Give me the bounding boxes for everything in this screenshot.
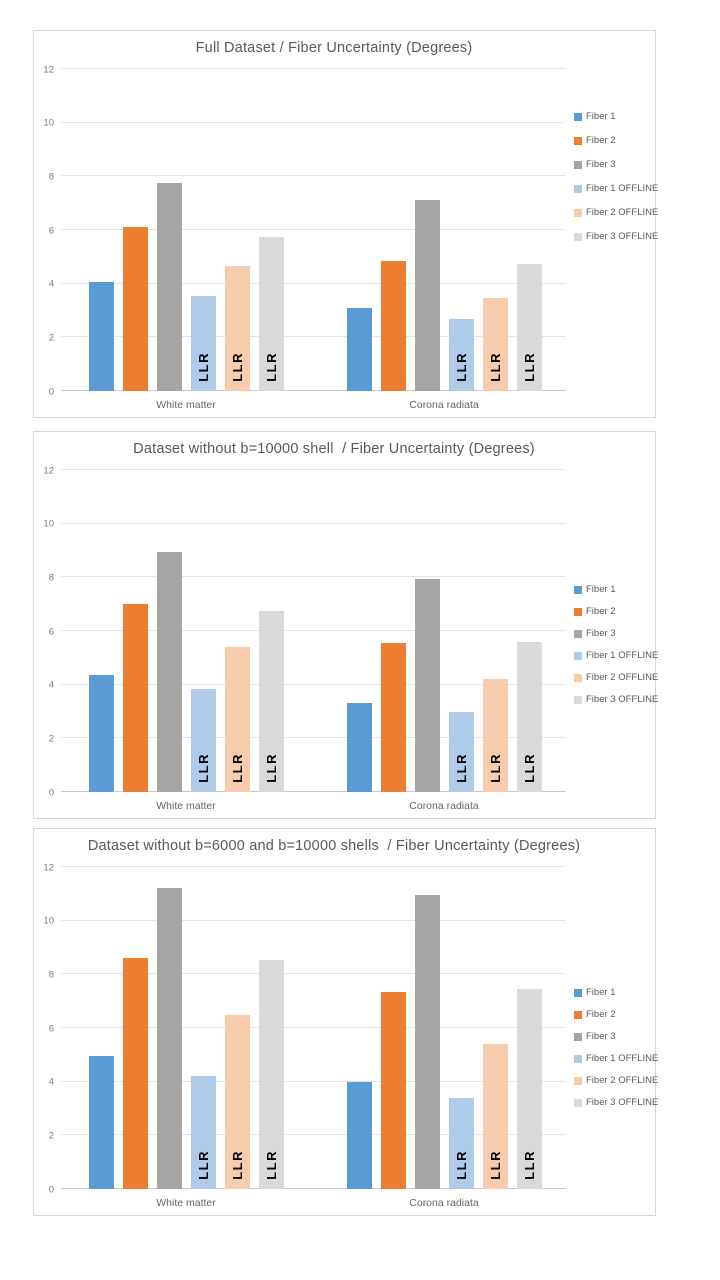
bar-annotation-text: LLR: [263, 753, 279, 783]
y-tick-label: 6: [48, 1023, 54, 1034]
bar-fiber-1-offline: [191, 1076, 216, 1189]
bar-fiber-3: [157, 888, 182, 1189]
bar-annotation: [449, 753, 474, 783]
y-tick-label: 2: [48, 1130, 54, 1142]
legend-item: [574, 207, 658, 218]
chart-card-without-b6000-b10000: [33, 828, 659, 1216]
legend-item: [574, 584, 658, 595]
x-category-label: White matter: [156, 800, 216, 812]
bar-fiber-2-offline: [225, 1015, 250, 1189]
bar-fiber-3-offline: [259, 237, 284, 391]
bar-annotation-text: LLR: [487, 1150, 503, 1180]
bar-fiber-1: [89, 282, 114, 391]
chart-plot-area: [34, 432, 659, 818]
legend-swatch-icon: [574, 652, 582, 660]
legend-swatch-icon: [574, 608, 582, 616]
y-tick-label: 2: [48, 332, 54, 344]
legend-item: [574, 231, 658, 242]
chart-card-without-b10000: [33, 431, 659, 819]
legend-label: Fiber 1: [586, 111, 616, 122]
legend-item: [574, 987, 658, 998]
bar-annotation-text: LLR: [263, 1150, 279, 1180]
bar-fiber-1-offline: [449, 319, 474, 391]
legend-swatch-icon: [574, 1033, 582, 1041]
legend-swatch-icon: [574, 630, 582, 638]
bar-fiber-3-offline: [259, 960, 284, 1189]
y-tick-label: 6: [48, 626, 54, 637]
x-category-label: Corona radiata: [409, 800, 479, 812]
bar-annotation-text: LLR: [263, 352, 279, 382]
legend-label: Fiber 3 OFFLINE: [586, 694, 659, 705]
bar-annotation-text: LLR: [521, 753, 537, 783]
legend-item: [574, 111, 658, 122]
bar-annotation-text: LLR: [453, 1150, 469, 1180]
legend-swatch-icon: [574, 1099, 582, 1107]
legend-swatch-icon: [574, 233, 582, 241]
legend-item: [574, 183, 658, 194]
bar-fiber-2: [381, 643, 406, 792]
legend-item: [574, 606, 658, 617]
bar-annotation: [225, 753, 250, 783]
bar-fiber-2: [381, 261, 406, 391]
bar-fiber-1: [347, 308, 372, 391]
bar-annotation: [259, 352, 284, 382]
bar-fiber-1: [347, 703, 372, 792]
bar-fiber-1: [89, 1056, 114, 1189]
legend-swatch-icon: [574, 209, 582, 217]
legend-item: [574, 1053, 658, 1064]
chart-title: Dataset without b=6000 and b=10000 shells / Fiber Uncertainty (Degrees): [87, 838, 581, 854]
plot: [43, 465, 566, 812]
legend: [574, 111, 658, 242]
legend-swatch-icon: [574, 1077, 582, 1085]
legend: [574, 584, 658, 705]
legend-label: Fiber 1: [586, 987, 616, 998]
y-tick-label: 10: [43, 518, 54, 530]
bar-annotation-text: LLR: [229, 352, 245, 382]
y-tick-label: 10: [43, 117, 54, 129]
gridline-y10: [61, 920, 566, 921]
gridline-y12: [61, 469, 566, 470]
legend-item: [574, 1009, 658, 1020]
bar-fiber-2: [381, 992, 406, 1189]
legend-swatch-icon: [574, 696, 582, 704]
bar-annotation-text: LLR: [487, 753, 503, 783]
y-tick-label: 4: [48, 1076, 54, 1088]
legend-label: Fiber 2: [586, 606, 616, 617]
bar-fiber-2-offline: [483, 679, 508, 792]
gridline-y12: [61, 68, 566, 69]
bar-annotation-text: LLR: [229, 753, 245, 783]
chart-plot-area: [34, 31, 659, 417]
bar-fiber-2: [123, 227, 148, 391]
legend-item: [574, 1031, 658, 1042]
bar-annotation: [449, 1150, 474, 1180]
legend: [574, 987, 658, 1108]
bar-annotation: [225, 1150, 250, 1180]
x-category-label: Corona radiata: [409, 399, 479, 411]
legend-label: Fiber 1 OFFLINE: [586, 183, 659, 194]
y-tick-label: 8: [48, 969, 54, 981]
legend-label: Fiber 2: [586, 135, 616, 146]
bar-fiber-1: [89, 675, 114, 792]
y-tick-label: 12: [43, 862, 54, 873]
bar-annotation-text: LLR: [521, 1150, 537, 1180]
plot: [43, 862, 566, 1209]
legend-item: [574, 1097, 658, 1108]
legend-item: [574, 1075, 658, 1086]
bar-fiber-3: [415, 895, 440, 1189]
bar-fiber-2-offline: [483, 298, 508, 391]
y-tick-label: 0: [48, 787, 54, 798]
bar-annotation: [517, 352, 542, 382]
gridline-y8: [61, 576, 566, 577]
bar-annotation: [449, 352, 474, 382]
legend-label: Fiber 2: [586, 1009, 616, 1020]
gridline-y10: [61, 523, 566, 524]
legend-swatch-icon: [574, 185, 582, 193]
bar-fiber-3: [415, 579, 440, 792]
bar-annotation: [517, 753, 542, 783]
legend-label: Fiber 3: [586, 159, 616, 170]
plot: [43, 64, 566, 411]
legend-item: [574, 672, 658, 683]
legend-label: Fiber 1 OFFLINE: [586, 650, 659, 661]
y-tick-label: 4: [48, 278, 54, 290]
bar-annotation-text: LLR: [453, 352, 469, 382]
chart-plot-area: [34, 829, 659, 1215]
y-tick-label: 6: [48, 225, 54, 236]
y-tick-label: 10: [43, 915, 54, 927]
bar-annotation-text: LLR: [487, 352, 503, 382]
y-tick-label: 8: [48, 171, 54, 183]
x-category-label: White matter: [156, 1197, 216, 1209]
bar-fiber-1-offline: [449, 1098, 474, 1189]
bar-fiber-1: [347, 1082, 372, 1189]
chart-title: Full Dataset / Fiber Uncertainty (Degrees): [195, 40, 473, 56]
bar-annotation: [483, 753, 508, 783]
bar-fiber-3: [157, 183, 182, 391]
legend-swatch-icon: [574, 113, 582, 121]
chart-card-full-dataset: [33, 30, 659, 418]
bar-fiber-3-offline: [517, 642, 542, 792]
y-tick-label: 0: [48, 1184, 54, 1195]
bar-fiber-1-offline: [191, 689, 216, 792]
bar-fiber-3: [415, 200, 440, 391]
legend-label: Fiber 3: [586, 1031, 616, 1042]
legend-item: [574, 135, 658, 146]
bar-annotation: [225, 352, 250, 382]
bar-annotation: [191, 352, 216, 382]
bar-annotation: [191, 1150, 216, 1180]
legend-label: Fiber 2 OFFLINE: [586, 1075, 659, 1086]
legend-item: [574, 650, 658, 661]
legend-swatch-icon: [574, 586, 582, 594]
legend-swatch-icon: [574, 674, 582, 682]
gridline-y8: [61, 175, 566, 176]
bar-fiber-2-offline: [483, 1044, 508, 1189]
legend-item: [574, 694, 658, 705]
legend-label: Fiber 1: [586, 584, 616, 595]
legend-label: Fiber 1 OFFLINE: [586, 1053, 659, 1064]
bar-fiber-3-offline: [517, 989, 542, 1189]
bar-annotation: [483, 1150, 508, 1180]
bar-fiber-2-offline: [225, 647, 250, 792]
y-tick-label: 8: [48, 572, 54, 584]
bar-annotation-text: LLR: [195, 352, 211, 382]
y-tick-label: 0: [48, 386, 54, 397]
legend-label: Fiber 2 OFFLINE: [586, 672, 659, 683]
legend-label: Fiber 3 OFFLINE: [586, 231, 659, 242]
bar-fiber-3-offline: [517, 264, 542, 391]
bar-annotation: [483, 352, 508, 382]
y-tick-label: 2: [48, 733, 54, 745]
legend-swatch-icon: [574, 161, 582, 169]
legend-item: [574, 159, 658, 170]
legend-label: Fiber 3: [586, 628, 616, 639]
bar-fiber-1-offline: [191, 296, 216, 391]
bar-fiber-3-offline: [259, 611, 284, 792]
bar-annotation: [191, 753, 216, 783]
bar-annotation-text: LLR: [229, 1150, 245, 1180]
bar-fiber-2: [123, 604, 148, 792]
bar-annotation: [517, 1150, 542, 1180]
legend-label: Fiber 3 OFFLINE: [586, 1097, 659, 1108]
bar-annotation-text: LLR: [195, 1150, 211, 1180]
bar-annotation: [259, 1150, 284, 1180]
legend-item: [574, 628, 658, 639]
legend-swatch-icon: [574, 989, 582, 997]
x-category-label: Corona radiata: [409, 1197, 479, 1209]
bar-fiber-2-offline: [225, 266, 250, 391]
y-tick-label: 12: [43, 465, 54, 476]
legend-label: Fiber 2 OFFLINE: [586, 207, 659, 218]
y-tick-label: 4: [48, 679, 54, 691]
legend-swatch-icon: [574, 1011, 582, 1019]
gridline-y12: [61, 866, 566, 867]
gridline-y10: [61, 122, 566, 123]
bar-annotation-text: LLR: [195, 753, 211, 783]
bar-annotation-text: LLR: [453, 753, 469, 783]
x-category-label: White matter: [156, 399, 216, 411]
bar-fiber-3: [157, 552, 182, 792]
bar-fiber-2: [123, 958, 148, 1189]
legend-swatch-icon: [574, 1055, 582, 1063]
bar-fiber-1-offline: [449, 712, 474, 793]
legend-swatch-icon: [574, 137, 582, 145]
bar-annotation: [259, 753, 284, 783]
chart-title: Dataset without b=10000 shell / Fiber Uncertainty (Degrees): [133, 441, 535, 457]
bar-annotation-text: LLR: [521, 352, 537, 382]
y-tick-label: 12: [43, 64, 54, 75]
